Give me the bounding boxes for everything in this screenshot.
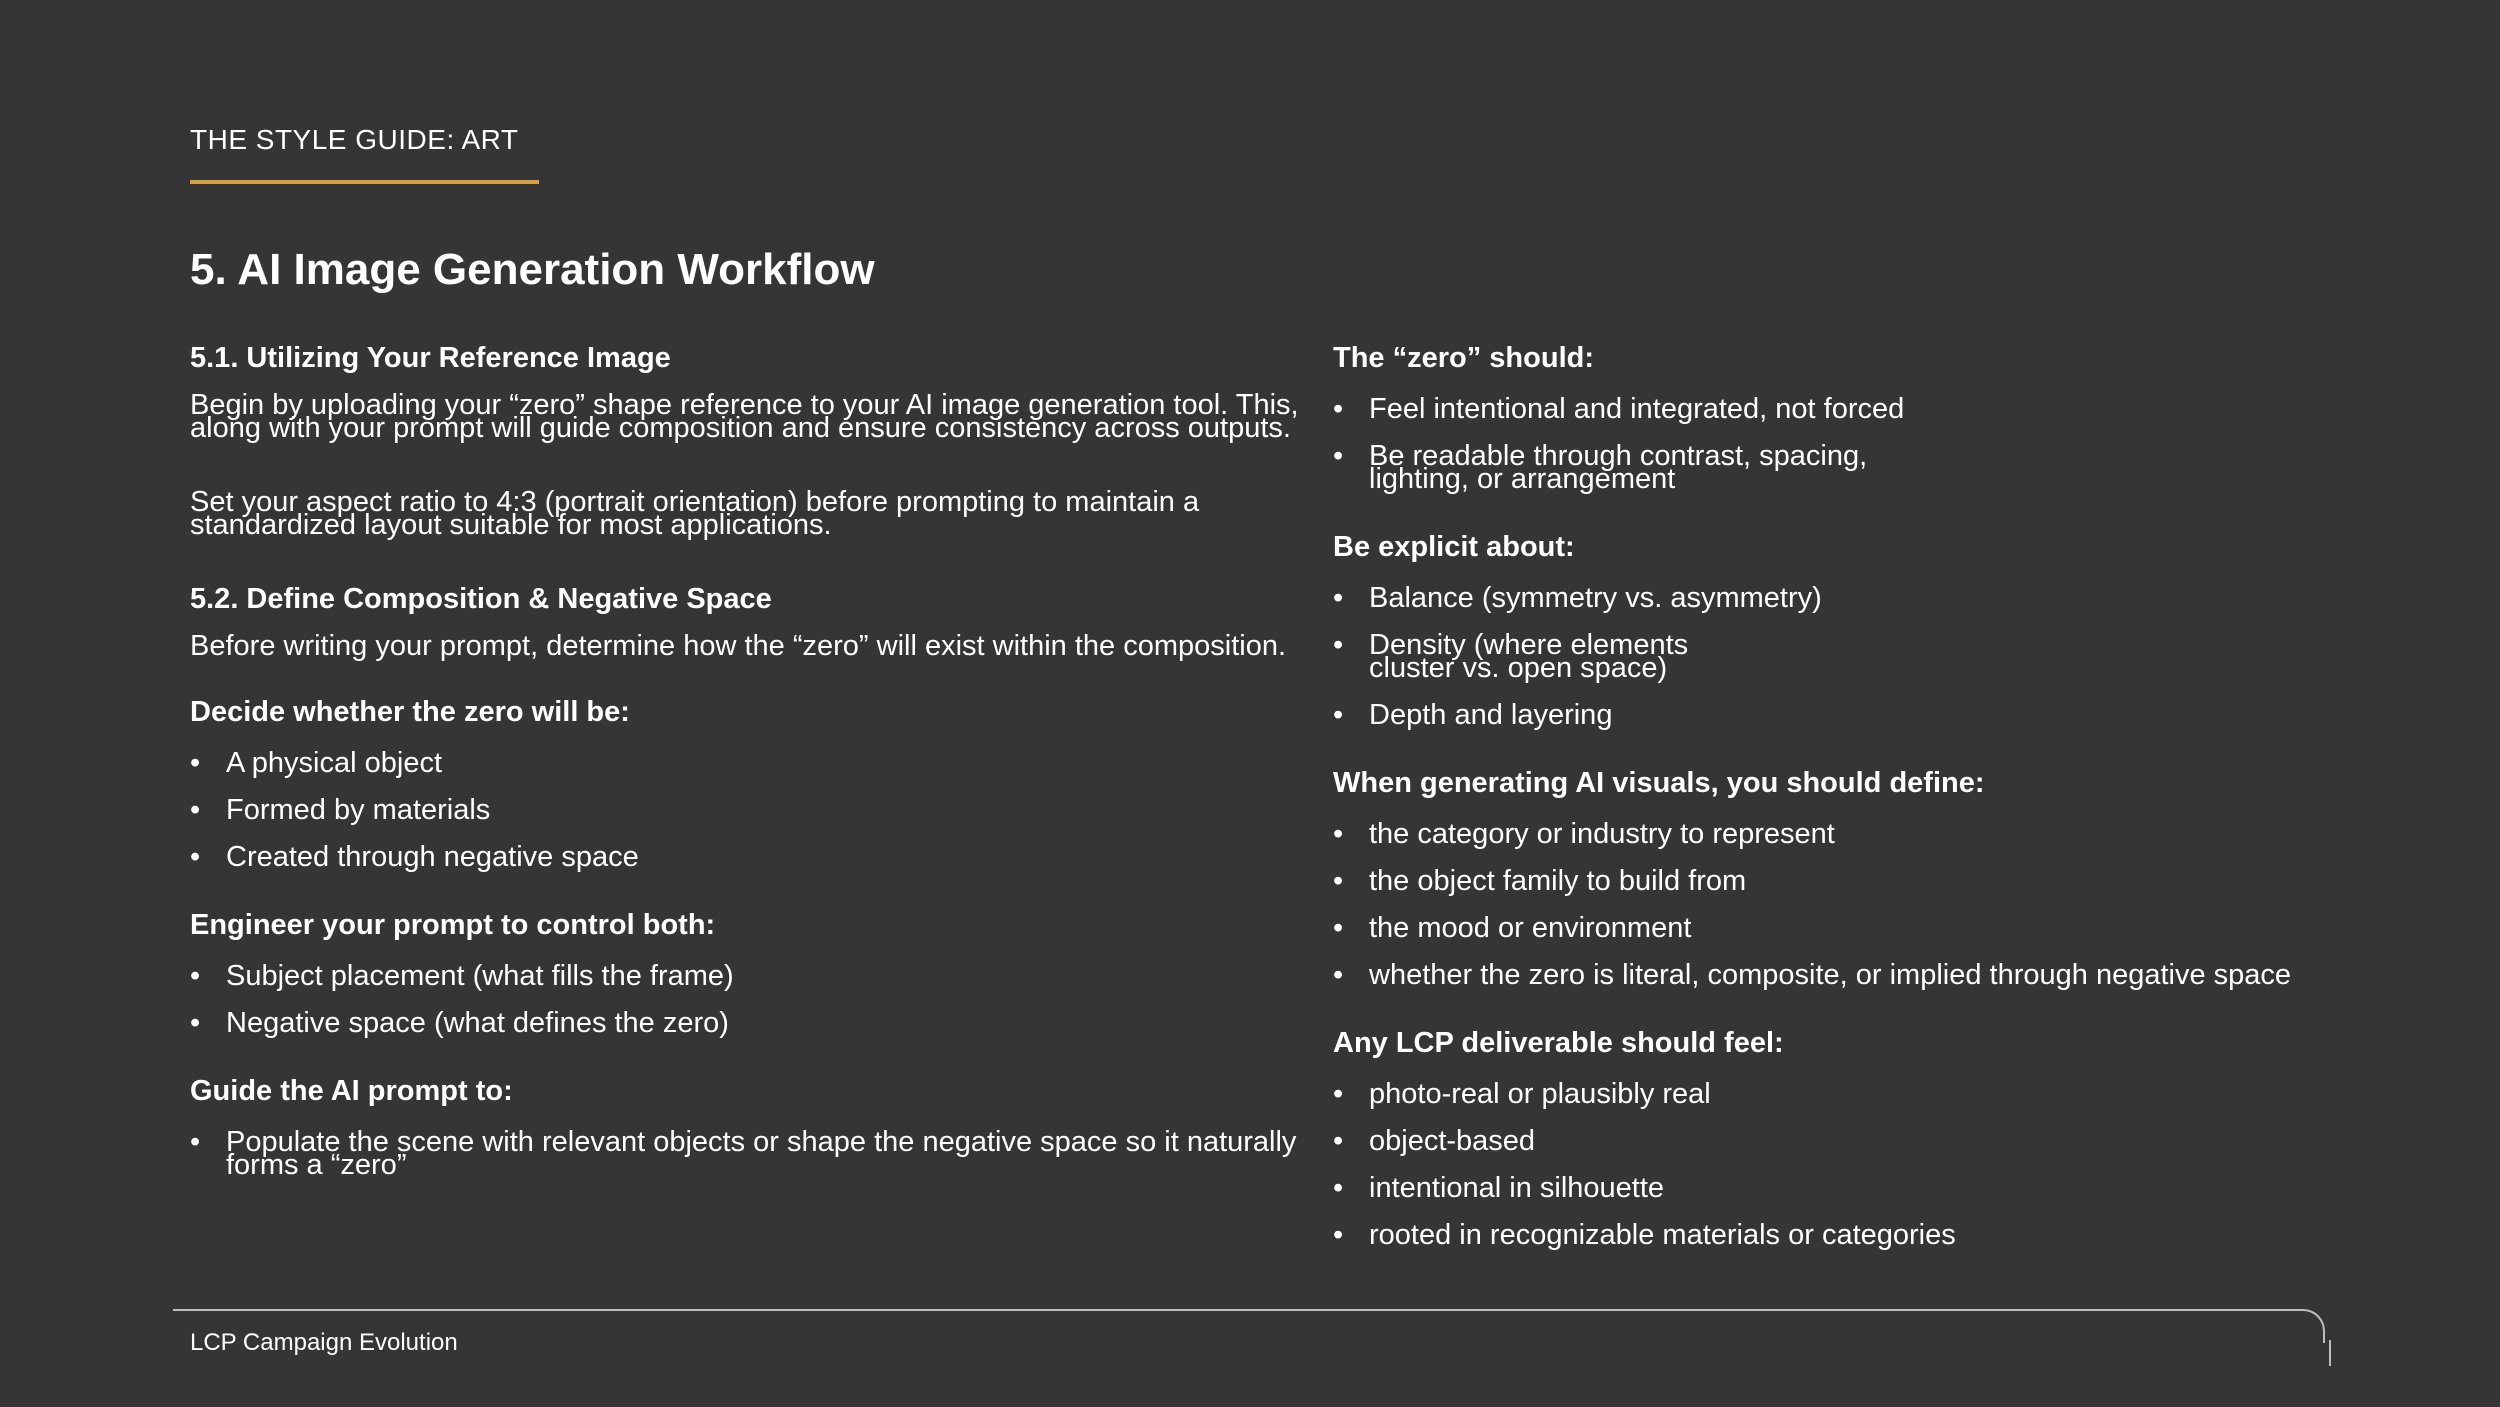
subheading-engineer: Engineer your prompt to control both: bbox=[190, 909, 716, 941]
list-item: • Feel intentional and integrated, not forced bbox=[1333, 393, 1905, 425]
list-item: • A physical object bbox=[190, 747, 443, 779]
list-item: • intentional in silhouette bbox=[1333, 1172, 1665, 1204]
paragraph: Before writing your prompt, determine how the “zero” will exist within the composition. bbox=[190, 630, 1287, 662]
subheading-explicit: Be explicit about: bbox=[1333, 531, 1575, 563]
bullet-icon: • bbox=[190, 1007, 201, 1039]
paragraph: Set your aspect ratio to 4:3 (portrait orientation) before prompting to maintain a standardized layout suitable for most applications. bbox=[190, 486, 1200, 541]
subheading-feel: Any LCP deliverable should feel: bbox=[1333, 1027, 1784, 1059]
bullet-icon: • bbox=[1333, 440, 1344, 472]
bullet-list-decide bbox=[190, 742, 1300, 883]
bullet-icon: • bbox=[1333, 865, 1344, 897]
bullet-list-guide bbox=[190, 1121, 1300, 1191]
list-item: • Density (where elements cluster vs. open space) bbox=[1333, 629, 1689, 684]
list-item: • Created through negative space bbox=[190, 841, 639, 873]
list-item: • Negative space (what defines the zero) bbox=[190, 1007, 729, 1039]
bullet-icon: • bbox=[1333, 959, 1344, 991]
bullet-icon: • bbox=[190, 1126, 201, 1158]
list-item: • photo-real or plausibly real bbox=[1333, 1078, 1711, 1110]
bullet-icon: • bbox=[1333, 1219, 1344, 1251]
right-column bbox=[1333, 338, 2333, 1283]
bullet-list-feel bbox=[1333, 1073, 2333, 1261]
bullet-icon: • bbox=[1333, 1078, 1344, 1110]
bullet-list-engineer bbox=[190, 955, 1300, 1049]
list-item: • Depth and layering bbox=[1333, 699, 1613, 731]
section-eyebrow: THE STYLE GUIDE: ART bbox=[190, 124, 519, 155]
list-item: • the category or industry to represent bbox=[1333, 818, 1835, 850]
bullet-icon: • bbox=[190, 794, 201, 826]
list-item: • Be readable through contrast, spacing, lighting, or arrangement bbox=[1333, 440, 1868, 495]
list-item: • whether the zero is literal, composite, or implied through negative space bbox=[1333, 959, 2292, 991]
bullet-icon: • bbox=[1333, 1125, 1344, 1157]
paragraph: Begin by uploading your “zero” shape reference to your AI image generation tool. This, along with your prompt will guide composition and ensure consistency across outputs. bbox=[190, 389, 1299, 444]
bullet-icon: • bbox=[190, 960, 201, 992]
left-column bbox=[190, 338, 1300, 1213]
footer-label: LCP Campaign Evolution bbox=[190, 1329, 458, 1356]
bullet-icon: • bbox=[1333, 818, 1344, 850]
footer-divider-tail bbox=[2329, 1340, 2331, 1366]
list-item: • rooted in recognizable materials or categories bbox=[1333, 1219, 1956, 1251]
subheading-guide: Guide the AI prompt to: bbox=[190, 1075, 513, 1107]
bullet-list-define bbox=[1333, 813, 2333, 1001]
bullet-icon: • bbox=[190, 841, 201, 873]
bullet-icon: • bbox=[1333, 582, 1344, 614]
section-heading-5-1: 5.1. Utilizing Your Reference Image bbox=[190, 342, 671, 374]
list-item: • Balance (symmetry vs. asymmetry) bbox=[1333, 582, 1822, 614]
section-heading-5-2: 5.2. Define Composition & Negative Space bbox=[190, 583, 772, 615]
list-item: • Formed by materials bbox=[190, 794, 491, 826]
list-item: • the object family to build from bbox=[1333, 865, 1747, 897]
footer-divider bbox=[173, 1309, 2325, 1343]
page-title: 5. AI Image Generation Workflow bbox=[190, 245, 875, 294]
subheading-decide: Decide whether the zero will be: bbox=[190, 696, 630, 728]
bullet-list-explicit bbox=[1333, 577, 2333, 741]
bullet-icon: • bbox=[1333, 699, 1344, 731]
bullet-list-zero bbox=[1333, 388, 2333, 505]
bullet-icon: • bbox=[1333, 393, 1344, 425]
bullet-icon: • bbox=[1333, 912, 1344, 944]
bullet-icon: • bbox=[1333, 629, 1344, 661]
list-item: • Populate the scene with relevant objects or shape the negative space so it naturally forms a “zero” bbox=[190, 1126, 1297, 1181]
subheading-zero-should: The “zero” should: bbox=[1333, 342, 1594, 374]
subheading-define: When generating AI visuals, you should define: bbox=[1333, 767, 1985, 799]
list-item: • the mood or environment bbox=[1333, 912, 1692, 944]
list-item: • object-based bbox=[1333, 1125, 1536, 1157]
bullet-icon: • bbox=[190, 747, 201, 779]
accent-rule bbox=[190, 180, 539, 184]
bullet-icon: • bbox=[1333, 1172, 1344, 1204]
list-item: • Subject placement (what fills the frame) bbox=[190, 960, 734, 992]
